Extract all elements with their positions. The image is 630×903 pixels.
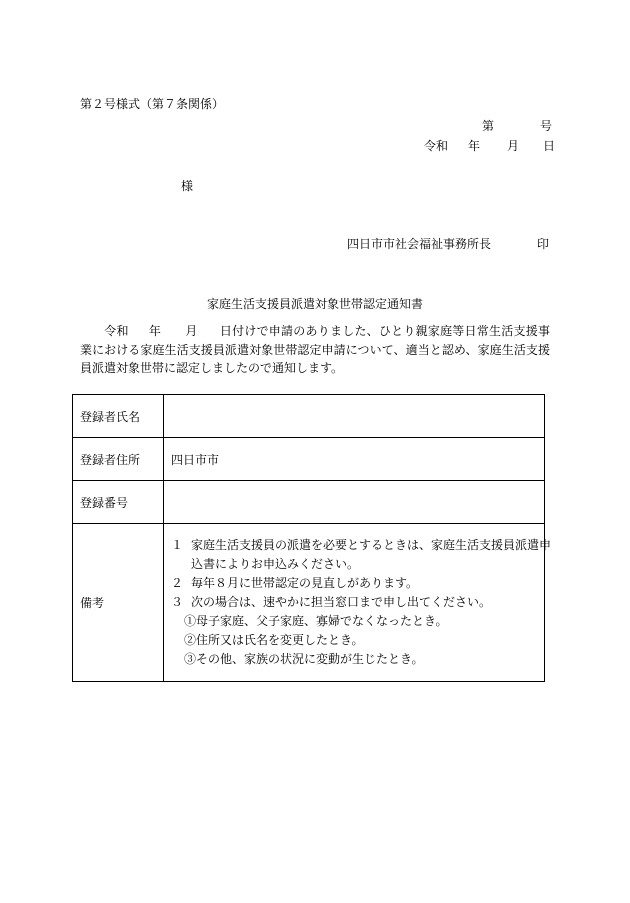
row-value [164,481,545,524]
doc-no-prefix: 第 [482,119,495,133]
note-3: ３ 次の場合は、速やかに担当窓口まで申し出てください。 [171,595,492,609]
recipient-honorific: 様 [181,179,194,193]
row-value [164,395,545,438]
note-3-item: ①母子家庭、父子家庭、寡婦でなくなったとき。 [184,614,448,628]
date-day: 日 [543,139,556,153]
row-label: 登録者住所 [73,438,164,481]
table-row [73,524,545,682]
date-year: 年 [468,139,481,153]
seal-mark: 印 [537,237,550,251]
registration-table [72,394,552,682]
note-2: ２ 毎年８月に世帯認定の見直しがあります。 [171,576,419,590]
row-value: 四日市市 [164,438,545,481]
note-1-cont: 込書によりお申込みください。 [191,557,360,571]
form-number: 第２号様式（第７条関係） [80,97,225,111]
date-month: 月 [507,139,520,153]
note-3-item: ③その他、家族の状況に変動が生じたとき。 [184,652,424,666]
doc-no-suffix: 号 [540,119,553,133]
notes-label: 備考 [73,524,164,682]
document-number [482,118,552,134]
note-1: １ 家庭生活支援員の派遣を必要とするときは、家庭生活支援員派遣申 [171,538,552,552]
document-title: 家庭生活支援員派遣対象世帯認定通知書 [206,297,423,311]
body-paragraph [80,322,550,378]
notes-content [164,524,552,682]
row-label: 登録番号 [73,481,164,524]
table-row [73,438,545,481]
body-year: 年 [148,324,162,338]
body-month: 月 [185,324,198,338]
table-row [73,481,545,524]
sender [347,236,549,252]
note-3-item: ②住所又は氏名を変更したとき。 [184,633,364,647]
sender-name: 四日市市社会福祉事務所長 [347,237,492,251]
row-label: 登録者氏名 [73,395,164,438]
table-row [73,395,545,438]
body-text: 日付けで申請のありました、ひとり親家庭等日常生活支援事業における家庭生活支援員派遣対象世帯認定申請について、適当と認め、家庭生活支援員派遣対象世帯に認定しましたので通知します。 [80,324,550,375]
date-era: 令和 [424,139,449,153]
body-era: 令和 [104,324,129,338]
document-date [424,138,555,154]
